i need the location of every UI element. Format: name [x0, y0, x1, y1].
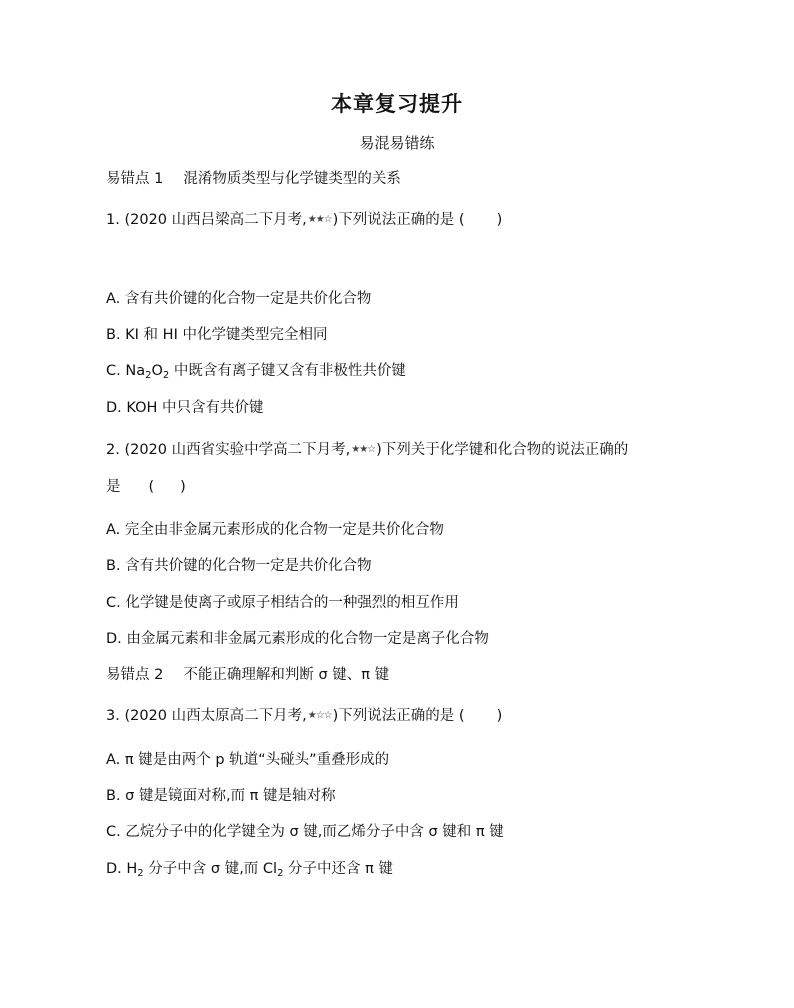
option-text: 分子中还含 π 键	[283, 861, 393, 877]
q2-option-a: A. 完全由非金属元素形成的化合物一定是共价化合物	[106, 522, 444, 538]
q2-option-b: B. 含有共价键的化合物一定是共价化合物	[106, 558, 372, 574]
section-label: 易错点 2	[106, 667, 164, 683]
answer-paren-close: )	[496, 708, 503, 724]
question-stem-suffix: )下列关于化学键和化合物的说法正确的	[376, 442, 629, 458]
q3-option-c: C. 乙烷分子中的化学键全为 σ 键,而乙烯分子中含 σ 键和 π 键	[106, 824, 504, 840]
page-subtitle: 易混易错练	[359, 134, 435, 152]
q1-option-c	[106, 361, 406, 381]
q2-option-d: D. 由金属元素和非金属元素形成的化合物一定是离子化合物	[106, 631, 489, 647]
question-stem-suffix: )下列说法正确的是 (	[332, 212, 465, 228]
page-title: 本章复习提升	[331, 92, 463, 116]
option-text: 中既含有离子键又含有非极性共价键	[169, 363, 406, 379]
difficulty-stars-icon: ★★☆	[307, 214, 332, 225]
answer-paren-close: )	[496, 212, 503, 228]
subscript: 2	[145, 370, 152, 381]
answer-paren-close: )	[180, 479, 186, 495]
q1-option-d: D. KOH 中只含有共价键	[106, 400, 264, 416]
subscript: 2	[162, 370, 170, 381]
difficulty-stars-icon: ★★☆	[351, 444, 376, 455]
question-stem-prefix: 2. (2020 山西省实验中学高二下月考,	[106, 442, 351, 458]
option-text: D. H	[106, 861, 138, 877]
question-3-stem	[106, 706, 502, 726]
question-stem-prefix: 3. (2020 山西太原高二下月考,	[106, 708, 307, 724]
difficulty-stars-icon: ★☆☆	[307, 710, 332, 721]
answer-paren-open: (	[148, 479, 155, 495]
question-stem-prefix: 1. (2020 山西吕梁高二下月考,	[106, 212, 307, 228]
q3-option-d	[106, 859, 393, 879]
q1-option-a: A. 含有共价键的化合物一定是共价化合物	[106, 291, 372, 307]
section-heading-1	[106, 169, 401, 189]
question-stem-suffix: )下列说法正确的是 (	[332, 708, 465, 724]
q3-option-b: B. σ 键是镜面对称,而 π 键是轴对称	[106, 788, 336, 804]
option-text: C. Na	[106, 363, 146, 379]
question-1-stem	[106, 210, 502, 230]
section-text: 不能正确理解和判断 σ 键、π 键	[183, 667, 390, 683]
question-2-stem-line2	[106, 477, 186, 497]
q3-option-a: A. π 键是由两个 p 轨道“头碰头”重叠形成的	[106, 752, 390, 768]
question-2-stem	[106, 440, 628, 460]
section-heading-2	[106, 665, 389, 685]
q2-option-c: C. 化学键是使离子或原子相结合的一种强烈的相互作用	[106, 595, 459, 611]
option-text: O	[151, 363, 163, 379]
question-stem-line2: 是	[106, 479, 121, 495]
subscript: 2	[137, 868, 144, 879]
option-text: 分子中含 σ 键,而 Cl	[143, 861, 278, 877]
subscript: 2	[277, 868, 284, 879]
section-label: 易错点 1	[106, 171, 164, 187]
q1-option-b: B. KI 和 HI 中化学键类型完全相同	[106, 327, 328, 343]
section-text: 混淆物质类型与化学键类型的关系	[183, 171, 401, 187]
